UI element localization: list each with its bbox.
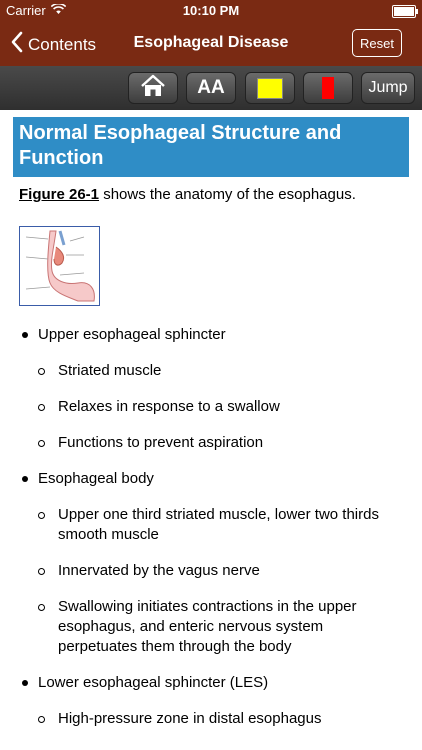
- chevron-left-icon: [10, 31, 24, 58]
- figure-link[interactable]: Figure 26-1: [19, 186, 100, 203]
- toolbar: [0, 66, 422, 110]
- sub-list-item: High-pressure zone in distal esophagus: [0, 709, 422, 729]
- status-bar: [0, 0, 422, 22]
- sub-list-item: Swallowing initiates contractions in the upper esophagus, and enteric nervous system perpetuates them through the body: [0, 597, 422, 657]
- figure-description: shows the anatomy of the esophagus.: [99, 186, 356, 203]
- sub-list-item: Innervated by the vagus nerve: [0, 561, 422, 581]
- navigation-bar: [0, 22, 422, 66]
- red-highlighter-icon: [322, 77, 334, 99]
- figure-reference-paragraph: [19, 186, 356, 203]
- yellow-highlighter-icon: [257, 78, 283, 99]
- highlight-red-button[interactable]: [303, 72, 353, 104]
- font-size-button[interactable]: [186, 72, 236, 104]
- sub-list-item: Functions to prevent aspiration: [0, 433, 422, 453]
- sub-list-item: Striated muscle: [0, 361, 422, 381]
- back-label: Contents: [28, 34, 97, 54]
- sub-list-item: Relaxes in response to a swallow: [0, 397, 422, 417]
- article-content: [0, 110, 422, 750]
- back-button[interactable]: [10, 31, 96, 58]
- list-item: Esophageal body: [0, 469, 422, 489]
- carrier-label: Carrier: [6, 3, 46, 18]
- status-time: 10:10 PM: [182, 3, 240, 18]
- font-size-label: AA: [197, 77, 225, 98]
- outline-list: [0, 325, 422, 745]
- jump-label: Jump: [368, 79, 408, 96]
- battery-icon: [392, 5, 416, 18]
- home-button[interactable]: [128, 72, 178, 104]
- sub-list-item: Upper one third striated muscle, lower two thirds smooth muscle: [0, 505, 422, 545]
- home-icon: [140, 74, 166, 103]
- list-item: Upper esophageal sphincter: [0, 325, 422, 345]
- page-title: Esophageal Disease: [133, 34, 289, 51]
- figure-thumbnail[interactable]: [19, 226, 100, 306]
- reset-button[interactable]: Reset: [352, 29, 402, 57]
- jump-button[interactable]: [361, 72, 415, 104]
- section-heading: Normal Esophageal Structure and Function: [13, 117, 409, 177]
- list-item: Lower esophageal sphincter (LES): [0, 673, 422, 693]
- highlight-yellow-button[interactable]: [245, 72, 295, 104]
